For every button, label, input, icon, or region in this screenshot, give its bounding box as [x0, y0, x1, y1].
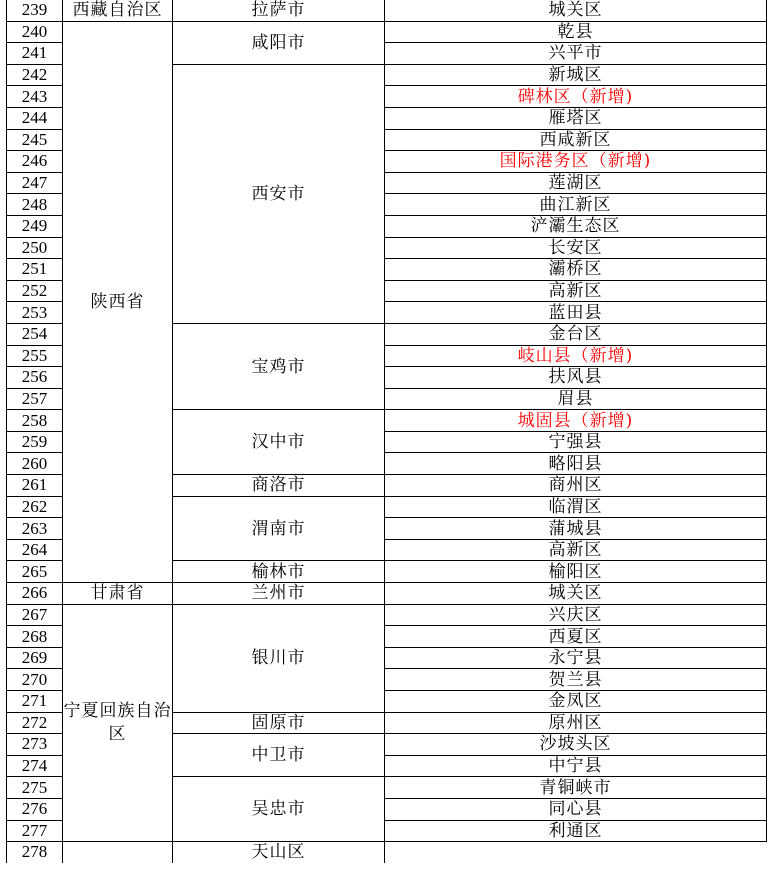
district-cell: 原州区	[385, 712, 767, 734]
table-row	[7, 842, 767, 863]
row-number: 260	[7, 453, 63, 475]
district-cell: 灞桥区	[385, 259, 767, 281]
district-cell: 商州区	[385, 475, 767, 497]
row-number: 278	[7, 842, 63, 863]
district-cell: 眉县	[385, 388, 767, 410]
district-cell: 榆阳区	[385, 561, 767, 583]
city-cell: 汉中市	[173, 410, 385, 475]
district-cell: 蓝田县	[385, 302, 767, 324]
row-number: 277	[7, 820, 63, 842]
row-number: 252	[7, 280, 63, 302]
district-cell: 浐灞生态区	[385, 215, 767, 237]
city-cell: 吴忠市	[173, 777, 385, 842]
table-row	[7, 0, 767, 21]
district-cell: 金凤区	[385, 691, 767, 713]
district-cell: 曲江新区	[385, 194, 767, 216]
district-cell: 兴平市	[385, 43, 767, 65]
city-cell	[63, 842, 173, 863]
district-cell: 新城区	[385, 64, 767, 86]
district-cell: 莲湖区	[385, 172, 767, 194]
row-number: 248	[7, 194, 63, 216]
district-cell: 城关区	[385, 583, 767, 605]
row-number: 254	[7, 323, 63, 345]
city-cell: 西安市	[173, 64, 385, 323]
row-number: 273	[7, 734, 63, 756]
district-cell: 贺兰县	[385, 669, 767, 691]
district-cell: 雁塔区	[385, 107, 767, 129]
row-number: 263	[7, 518, 63, 540]
district-cell: 同心县	[385, 798, 767, 820]
city-cell: 拉萨市	[173, 0, 385, 21]
row-number: 246	[7, 151, 63, 173]
district-cell: 金台区	[385, 323, 767, 345]
district-cell-new: 国际港务区（新增)	[385, 151, 767, 173]
row-number: 264	[7, 539, 63, 561]
district-cell: 略阳县	[385, 453, 767, 475]
city-cell: 银川市	[173, 604, 385, 712]
table-body	[7, 0, 767, 863]
row-number: 244	[7, 107, 63, 129]
district-cell: 西咸新区	[385, 129, 767, 151]
district-cell: 城关区	[385, 0, 767, 21]
row-number: 270	[7, 669, 63, 691]
row-number: 239	[7, 0, 63, 21]
row-number: 247	[7, 172, 63, 194]
city-cell: 中卫市	[173, 734, 385, 777]
district-cell: 高新区	[385, 280, 767, 302]
row-number: 275	[7, 777, 63, 799]
row-number: 250	[7, 237, 63, 259]
city-cell: 宝鸡市	[173, 323, 385, 409]
row-number: 253	[7, 302, 63, 324]
row-number: 276	[7, 798, 63, 820]
city-cell: 榆林市	[173, 561, 385, 583]
row-number: 243	[7, 86, 63, 108]
province-cell: 甘肃省	[63, 583, 173, 605]
city-cell: 兰州市	[173, 583, 385, 605]
row-number: 249	[7, 215, 63, 237]
row-number: 261	[7, 475, 63, 497]
city-cell: 商洛市	[173, 475, 385, 497]
city-cell: 渭南市	[173, 496, 385, 561]
row-number: 256	[7, 367, 63, 389]
district-cell: 长安区	[385, 237, 767, 259]
row-number: 245	[7, 129, 63, 151]
row-number: 265	[7, 561, 63, 583]
table-row	[7, 583, 767, 605]
district-cell: 利通区	[385, 820, 767, 842]
row-number: 268	[7, 626, 63, 648]
district-cell: 蒲城县	[385, 518, 767, 540]
row-number: 241	[7, 43, 63, 65]
province-cell: 西藏自治区	[63, 0, 173, 21]
row-number: 242	[7, 64, 63, 86]
row-number: 257	[7, 388, 63, 410]
district-cell: 宁强县	[385, 431, 767, 453]
district-cell: 兴庆区	[385, 604, 767, 626]
district-cell: 中宁县	[385, 755, 767, 777]
row-number: 262	[7, 496, 63, 518]
row-number: 258	[7, 410, 63, 432]
district-cell: 青铜峡市	[385, 777, 767, 799]
province-cell: 陕西省	[63, 21, 173, 582]
region-table	[6, 0, 767, 863]
row-number: 259	[7, 431, 63, 453]
district-cell: 临渭区	[385, 496, 767, 518]
province-cell: 宁夏回族自治区	[63, 604, 173, 842]
table-row	[7, 21, 767, 43]
row-number: 240	[7, 21, 63, 43]
district-cell: 扶风县	[385, 367, 767, 389]
district-cell: 天山区	[173, 842, 385, 863]
district-cell: 高新区	[385, 539, 767, 561]
city-cell: 固原市	[173, 712, 385, 734]
table-row	[7, 604, 767, 626]
district-cell-new: 岐山县（新增)	[385, 345, 767, 367]
district-cell: 乾县	[385, 21, 767, 43]
row-number: 251	[7, 259, 63, 281]
district-cell: 永宁县	[385, 647, 767, 669]
row-number: 267	[7, 604, 63, 626]
district-cell-new: 城固县（新增)	[385, 410, 767, 432]
row-number: 266	[7, 583, 63, 605]
row-number: 274	[7, 755, 63, 777]
row-number: 272	[7, 712, 63, 734]
row-number: 271	[7, 691, 63, 713]
row-number: 269	[7, 647, 63, 669]
district-cell: 西夏区	[385, 626, 767, 648]
city-cell: 咸阳市	[173, 21, 385, 64]
row-number: 255	[7, 345, 63, 367]
district-cell-new: 碑林区（新增)	[385, 86, 767, 108]
district-cell: 沙坡头区	[385, 734, 767, 756]
